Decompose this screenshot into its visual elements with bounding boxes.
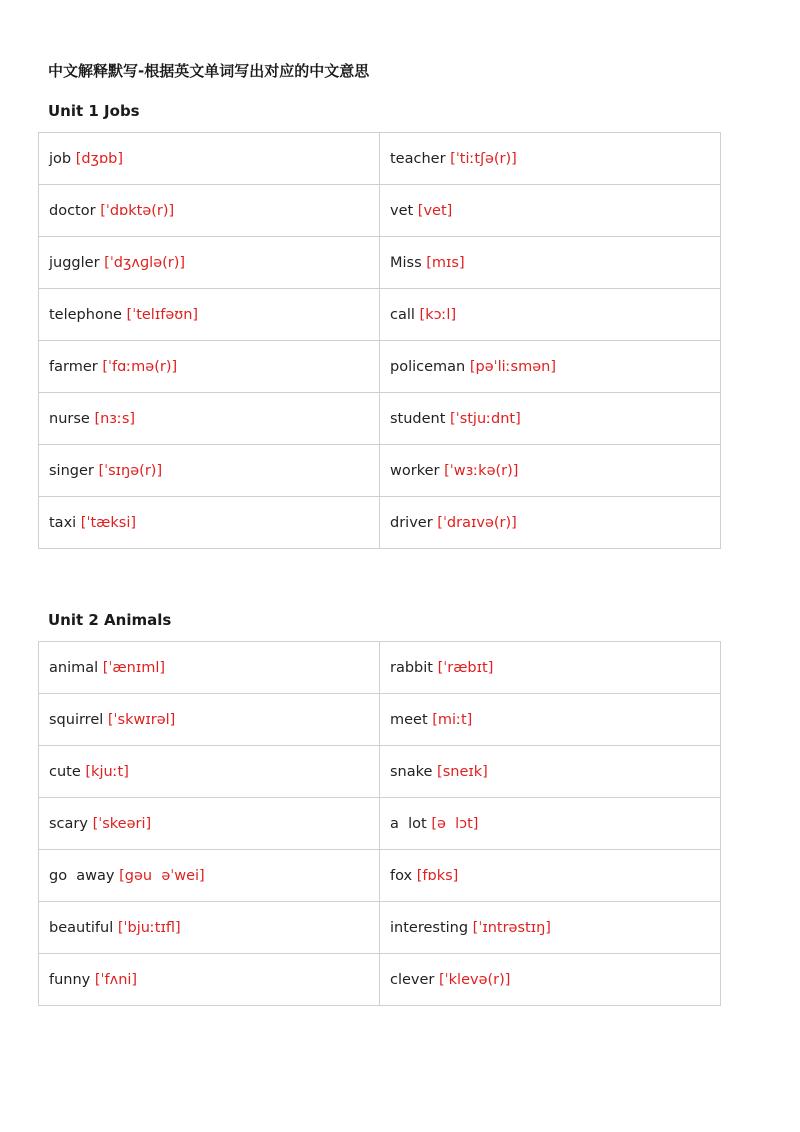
vocab-word: taxi — [49, 514, 77, 531]
vocab-cell — [380, 902, 721, 954]
vocab-word: juggler — [49, 254, 100, 271]
vocab-phonetic: [ˈræbɪt] — [437, 659, 494, 676]
vocab-cell — [39, 642, 380, 694]
vocab-phonetic: [ˈfɑːmə(r)] — [102, 358, 178, 375]
table-row — [39, 393, 721, 445]
vocab-phonetic: [ˈwɜːkə(r)] — [444, 462, 519, 479]
table-row — [39, 746, 721, 798]
vocab-word: rabbit — [390, 659, 433, 676]
table-row — [39, 133, 721, 185]
table-row — [39, 694, 721, 746]
vocab-word: farmer — [49, 358, 98, 375]
page-title: 中文解释默写-根据英文单词写出对应的中文意思 — [48, 62, 370, 80]
vocab-phonetic: [fɒks] — [416, 867, 459, 884]
vocab-word: student — [390, 410, 446, 427]
table-row — [39, 341, 721, 393]
vocab-phonetic: [ˈskeəri] — [92, 815, 152, 832]
vocab-word: driver — [390, 514, 433, 531]
vocab-cell — [39, 289, 380, 341]
table-row — [39, 445, 721, 497]
vocab-cell — [380, 133, 721, 185]
vocab-phonetic: [ˈɪntrəstɪŋ] — [472, 919, 551, 936]
vocab-cell — [380, 694, 721, 746]
vocab-phonetic: [ˈskwɪrəl] — [107, 711, 176, 728]
vocab-cell — [39, 954, 380, 1006]
vocab-word: animal — [49, 659, 99, 676]
table-row — [39, 289, 721, 341]
vocab-cell — [380, 798, 721, 850]
vocab-cell — [380, 642, 721, 694]
vocab-cell — [39, 798, 380, 850]
vocab-phonetic: [kɔːl] — [419, 306, 457, 323]
vocab-word: doctor — [49, 202, 96, 219]
vocab-cell — [39, 902, 380, 954]
vocab-phonetic: [sneɪk] — [437, 763, 488, 780]
vocab-phonetic: [dʒɒb] — [75, 150, 124, 167]
vocab-word: worker — [390, 462, 440, 479]
vocab-phonetic: [ˈstjuːdnt] — [450, 410, 521, 427]
vocab-phonetic: [ˈtiːtʃə(r)] — [450, 150, 517, 167]
vocab-word: Miss — [390, 254, 422, 271]
vocab-phonetic: [ˈtæksi] — [80, 514, 137, 531]
vocab-word: call — [390, 306, 415, 323]
unit-2-vocab-table — [38, 641, 721, 1006]
vocab-cell — [39, 185, 380, 237]
vocab-phonetic: [gəu əˈwei] — [119, 867, 205, 884]
vocab-phonetic: [ˈænɪml] — [102, 659, 166, 676]
vocab-word: funny — [49, 971, 91, 988]
vocab-word: job — [49, 150, 72, 167]
table-row — [39, 237, 721, 289]
vocab-word: clever — [390, 971, 435, 988]
vocab-cell — [39, 746, 380, 798]
vocab-cell — [39, 393, 380, 445]
vocab-word: scary — [49, 815, 88, 832]
vocab-cell — [380, 289, 721, 341]
vocab-phonetic: [ˈbjuːtɪfl] — [117, 919, 181, 936]
vocab-word: policeman — [390, 358, 466, 375]
vocab-word: nurse — [49, 410, 90, 427]
vocab-phonetic: [ˈdraɪvə(r)] — [437, 514, 517, 531]
vocab-cell — [380, 445, 721, 497]
table-row — [39, 954, 721, 1006]
unit-1-vocab-table — [38, 132, 721, 549]
vocab-word: snake — [390, 763, 433, 780]
vocab-phonetic: [kjuːt] — [85, 763, 129, 780]
vocab-word: squirrel — [49, 711, 104, 728]
vocab-phonetic: [vet] — [417, 202, 453, 219]
vocab-phonetic: [ˈfʌni] — [94, 971, 138, 988]
vocab-phonetic: [nɜːs] — [94, 410, 136, 427]
vocab-cell — [39, 237, 380, 289]
vocab-cell — [380, 746, 721, 798]
vocab-word: a lot — [390, 815, 427, 832]
vocab-cell — [380, 497, 721, 549]
vocab-word: singer — [49, 462, 94, 479]
vocab-word: vet — [390, 202, 414, 219]
table-row — [39, 850, 721, 902]
table-row — [39, 798, 721, 850]
vocab-phonetic: [mɪs] — [426, 254, 465, 271]
vocab-phonetic: [ˈdɒktə(r)] — [100, 202, 175, 219]
vocab-phonetic: [pəˈliːsmən] — [469, 358, 557, 375]
vocab-cell — [39, 694, 380, 746]
unit-2-heading: Unit 2 Animals — [48, 611, 172, 629]
vocab-word: fox — [390, 867, 413, 884]
vocab-phonetic: [ə lɔt] — [431, 815, 479, 832]
vocab-cell — [39, 133, 380, 185]
vocab-word: interesting — [390, 919, 469, 936]
vocab-phonetic: [ˈdʒʌɡlə(r)] — [104, 254, 186, 271]
vocab-cell — [39, 850, 380, 902]
vocab-word: teacher — [390, 150, 446, 167]
vocab-cell — [380, 393, 721, 445]
vocab-phonetic: [ˈtelɪfəʊn] — [126, 306, 199, 323]
vocab-word: beautiful — [49, 919, 114, 936]
vocab-cell — [380, 237, 721, 289]
table-row — [39, 497, 721, 549]
vocab-cell — [380, 185, 721, 237]
table-row — [39, 185, 721, 237]
vocab-cell — [380, 850, 721, 902]
table-row — [39, 902, 721, 954]
vocab-word: telephone — [49, 306, 122, 323]
vocab-cell — [39, 445, 380, 497]
table-row — [39, 642, 721, 694]
vocab-phonetic: [miːt] — [432, 711, 473, 728]
vocab-cell — [39, 497, 380, 549]
vocab-cell — [380, 954, 721, 1006]
vocab-word: meet — [390, 711, 428, 728]
vocab-word: go away — [49, 867, 115, 884]
vocab-word: cute — [49, 763, 81, 780]
vocab-phonetic: [ˈklevə(r)] — [439, 971, 511, 988]
vocab-phonetic: [ˈsɪŋə(r)] — [98, 462, 163, 479]
unit-1-heading: Unit 1 Jobs — [48, 102, 140, 120]
vocab-cell — [39, 341, 380, 393]
vocab-cell — [380, 341, 721, 393]
